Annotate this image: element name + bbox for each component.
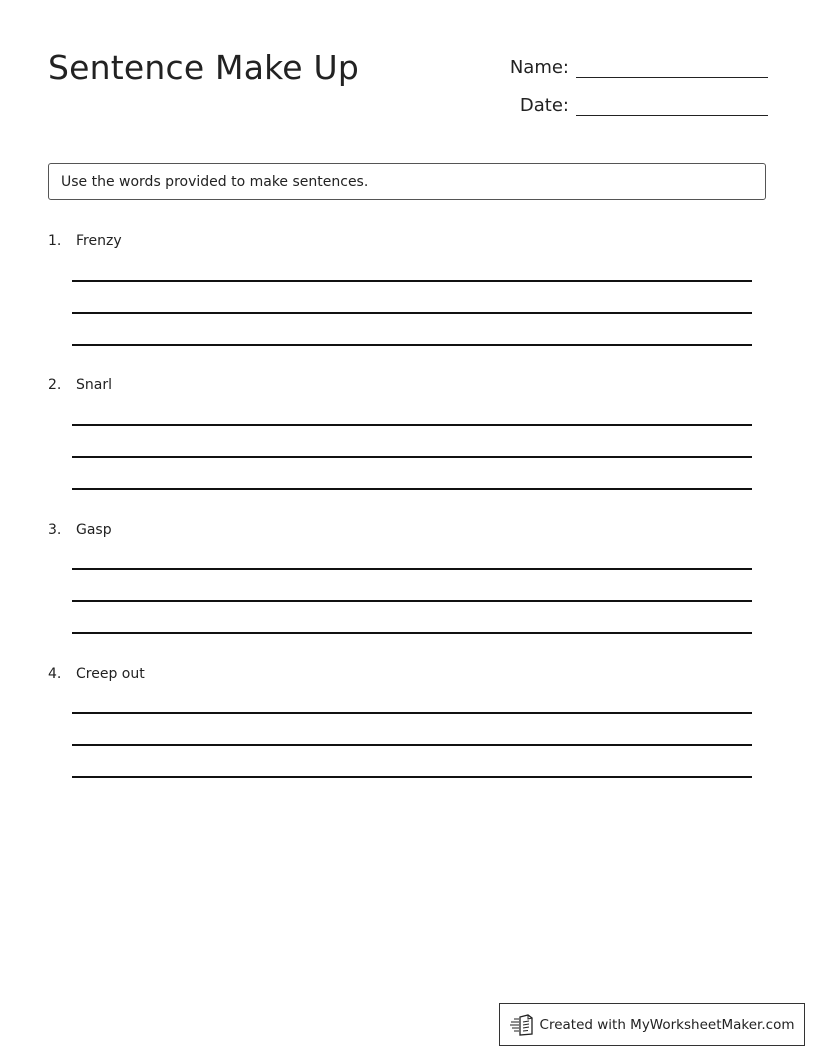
question-header — [48, 375, 768, 395]
answer-line[interactable] — [72, 568, 752, 570]
answer-line[interactable] — [72, 456, 752, 458]
answer-line[interactable] — [72, 424, 752, 426]
question-word: Creep out — [76, 666, 145, 682]
question-number: 1. — [48, 233, 62, 249]
question-4 — [48, 664, 768, 684]
question-word: Gasp — [76, 522, 112, 538]
answer-line[interactable] — [72, 632, 752, 634]
name-blank-line[interactable] — [576, 77, 768, 78]
page-title: Sentence Make Up — [48, 48, 359, 87]
footer-text: Created with MyWorksheetMaker.com — [539, 1016, 795, 1033]
question-2 — [48, 375, 768, 395]
question-word: Snarl — [76, 377, 112, 393]
date-label: Date: — [519, 95, 569, 116]
answer-line[interactable] — [72, 312, 752, 314]
answer-line[interactable] — [72, 712, 752, 714]
question-word: Frenzy — [76, 233, 122, 249]
instructions-box: Use the words provided to make sentences. — [48, 163, 766, 200]
date-field — [520, 88, 768, 118]
answer-line[interactable] — [72, 744, 752, 746]
answer-line[interactable] — [72, 344, 752, 346]
answer-line[interactable] — [72, 280, 752, 282]
question-number: 3. — [48, 522, 62, 538]
question-header — [48, 520, 768, 540]
answer-line[interactable] — [72, 488, 752, 490]
question-number: 4. — [48, 666, 62, 682]
question-1 — [48, 231, 768, 251]
name-field — [510, 50, 768, 80]
answer-line[interactable] — [72, 600, 752, 602]
question-3 — [48, 520, 768, 540]
name-label: Name: — [509, 57, 569, 78]
created-with-badge[interactable] — [499, 1003, 805, 1046]
question-header — [48, 664, 768, 684]
worksheet-logo-icon — [510, 1014, 534, 1036]
question-header — [48, 231, 768, 251]
question-number: 2. — [48, 377, 62, 393]
answer-line[interactable] — [72, 776, 752, 778]
date-blank-line[interactable] — [576, 115, 768, 116]
